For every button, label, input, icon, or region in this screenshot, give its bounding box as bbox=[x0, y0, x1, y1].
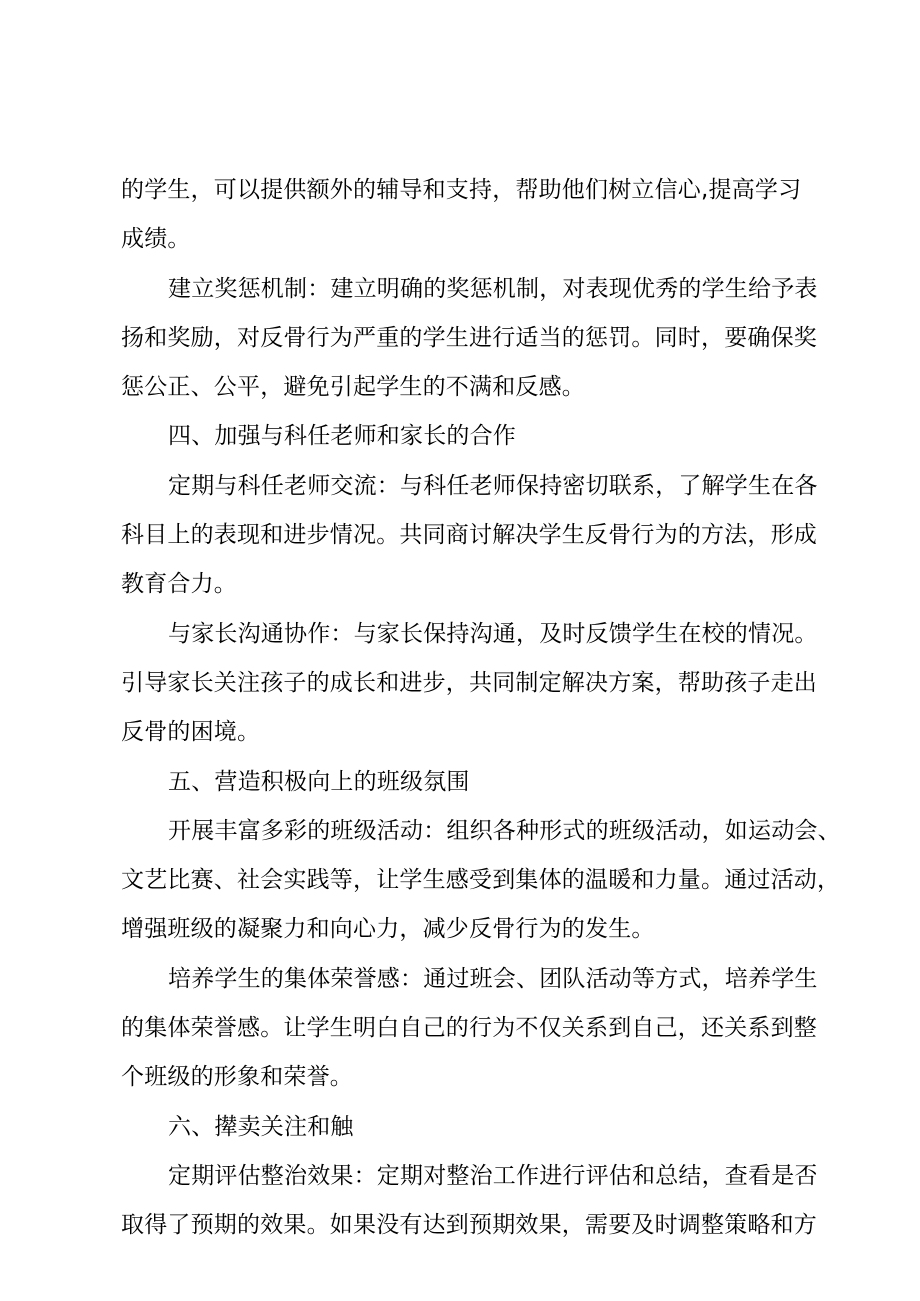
text-line: 的集体荣誉感。让学生明白自己的行为不仅关系到自己，还关系到整 bbox=[121, 1015, 817, 1042]
text-line: 反骨的困境。 bbox=[121, 719, 261, 746]
text-line: 取得了预期的效果。如果没有达到预期效果，需要及时调整策略和方 bbox=[121, 1212, 817, 1239]
section-heading: 五、营造积极向上的班级氛围 bbox=[168, 768, 470, 795]
text-line: 文艺比赛、社会实践等，让学生感受到集体的温暖和力量。通过活动， bbox=[121, 867, 841, 894]
text-line: 成绩。 bbox=[121, 226, 191, 253]
paragraph-start-line: 与家长沟通协作：与家长保持沟通，及时反馈学生在校的情况。 bbox=[168, 620, 818, 647]
paragraph-start-line: 培养学生的集体荣誉感：通过班会、团队活动等方式，培养学生 bbox=[168, 965, 818, 992]
text-line: 惩公正、公平，避免引起学生的不满和反感。 bbox=[121, 374, 585, 401]
paragraph-start-line: 定期评估整治效果：定期对整治工作进行评估和总结，查看是否 bbox=[168, 1162, 818, 1189]
text-line: 个班级的形象和荣誉。 bbox=[121, 1064, 353, 1091]
text-line: 扬和奖励，对反骨行为严重的学生进行适当的惩罚。同时，要确保奖 bbox=[121, 324, 817, 351]
paragraph-start-line: 开展丰富多彩的班级活动：组织各种形式的班级活动，如运动会、 bbox=[168, 817, 841, 844]
text-line: 的学生，可以提供额外的辅导和支持，帮助他们树立信心,提高学习 bbox=[121, 177, 802, 203]
text-line: 增强班级的凝聚力和向心力，减少反骨行为的发生。 bbox=[121, 916, 655, 943]
section-heading: 四、加强与科任老师和家长的合作 bbox=[168, 423, 516, 450]
document-body bbox=[121, 166, 841, 1251]
text-line: 科目上的表现和进步情况。共同商讨解决学生反骨行为的方法，形成 bbox=[121, 522, 817, 549]
text-line: 教育合力。 bbox=[121, 571, 237, 598]
text-line: 引导家长关注孩子的成长和进步，共同制定解决方案，帮助孩子走出 bbox=[121, 669, 817, 696]
paragraph-start-line: 定期与科任老师交流：与科任老师保持密切联系，了解学生在各 bbox=[168, 472, 818, 499]
section-heading: 六、撵卖关注和触 bbox=[168, 1113, 354, 1140]
paragraph-start-line: 建立奖惩机制：建立明确的奖惩机制，对表现优秀的学生给予表 bbox=[168, 275, 818, 302]
